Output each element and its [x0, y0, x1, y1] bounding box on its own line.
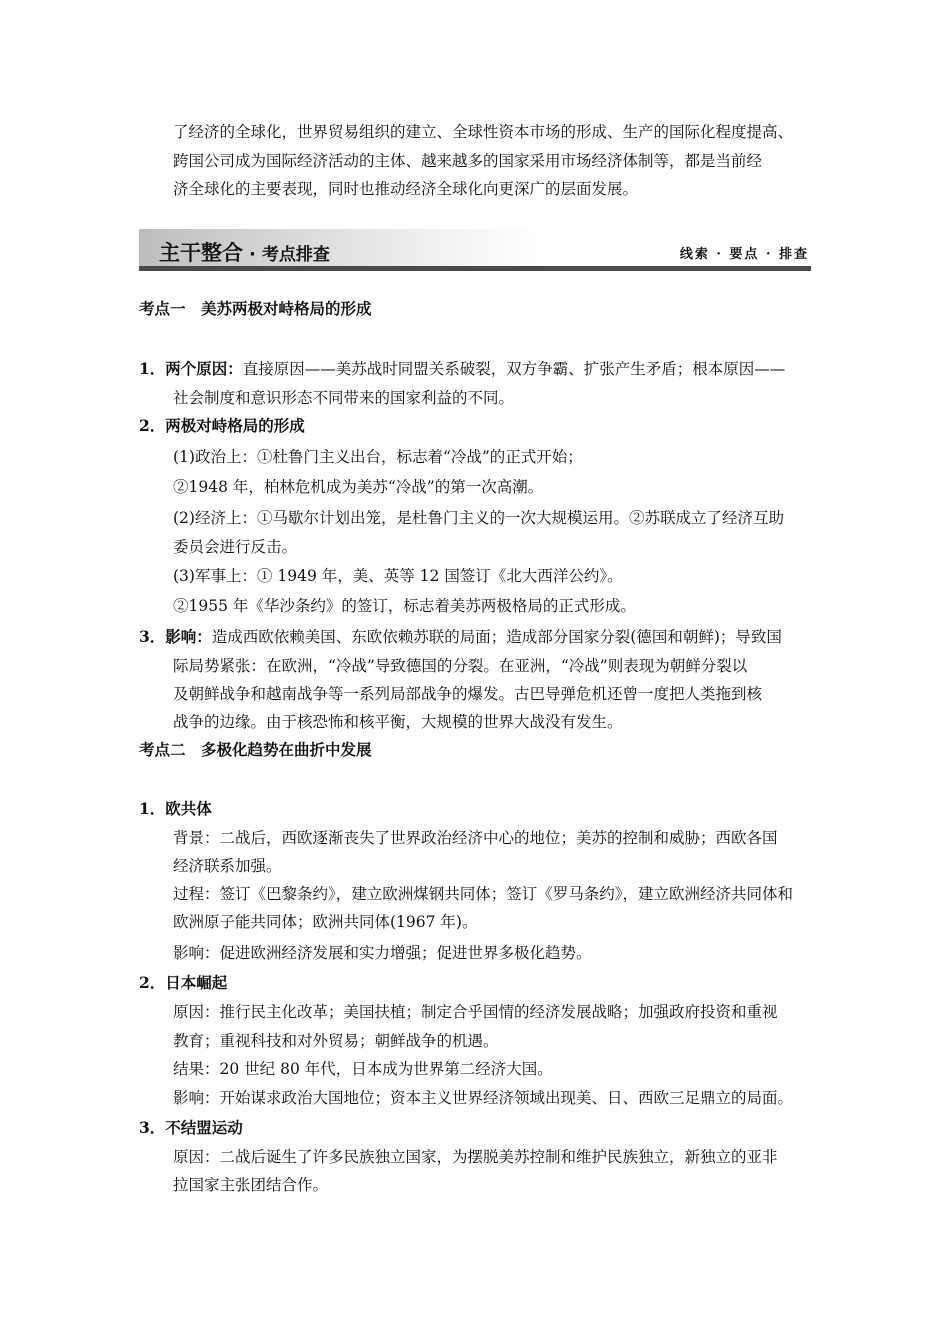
s2-item1-line5: 影响：促进欧洲经济发展和实力增强；促进世界多极化趋势。: [173, 944, 592, 962]
s1-item2-line3: (2)经济上：①马歇尔计划出笼，是杜鲁门主义的一次大规模运用。②苏联成立了经济互助: [173, 509, 784, 527]
banner-subtitle: 考点排查: [261, 245, 330, 265]
banner-title: [159, 237, 330, 267]
banner-main-title: 主干整合: [159, 241, 243, 265]
s1-item3-line3: 及朝鲜战争和越南战争等一系列局部战争的爆发。古巴导弹危机还曾一度把人类拖到核: [173, 685, 763, 703]
s1-item2-label: 2．两极对峙格局的形成: [139, 416, 305, 435]
intro-line-2: 跨国公司成为国际经济活动的主体、越来越多的国家采用市场经济体制等，都是当前经: [173, 152, 763, 170]
intro-line-1: 了经济的全球化，世界贸易组织的建立、全球性资本市场的形成、生产的国际化程度提高、: [173, 123, 794, 141]
s1-item3-label: 3．影响：: [139, 627, 212, 646]
banner-right-label: 线索 · 要点 · 排查: [679, 247, 809, 262]
s1-item2-line4: 委员会进行反击。: [173, 538, 298, 556]
section1-heading: 考点一 美苏两极对峙格局的形成: [139, 299, 372, 318]
section-banner: [139, 229, 811, 273]
s2-item3-line2: 拉国家主张团结合作。: [173, 1176, 329, 1194]
intro-line-3: 济全球化的主要表现，同时也推动经济全球化向更深广的层面发展。: [173, 180, 639, 198]
section2-heading: 考点二 多极化趋势在曲折中发展: [139, 740, 372, 759]
s1-item3: [139, 627, 782, 647]
s2-item2-line4: 影响：开始谋求政治大国地位；资本主义世界经济领域出现美、日、西欧三足鼎立的局面。: [173, 1089, 794, 1107]
s2-item3-label: 3．不结盟运动: [139, 1118, 243, 1137]
s2-item2-line2: 教育；重视科技和对外贸易；朝鲜战争的机遇。: [173, 1032, 499, 1050]
s1-item2-line5: (3)军事上：① 1949 年，美、英等 12 国签订《北大西洋公约》。: [173, 567, 623, 585]
s1-item1-label: 1．两个原因：: [139, 359, 243, 378]
banner-dot: ·: [249, 244, 256, 265]
s2-item1-line2: 经济联系加强。: [173, 857, 282, 875]
s1-item2-line2: ②1948 年，柏林危机成为美苏“冷战”的第一次高潮。: [173, 478, 544, 496]
s2-item1-label: 1．欧共体: [139, 799, 212, 818]
s2-item3-line1: 原因：二战后诞生了许多民族独立国家，为摆脱美苏控制和维护民族独立，新独立的亚非: [173, 1148, 778, 1166]
s1-item1: [139, 359, 785, 379]
s2-item2-line1: 原因：推行民主化改革；美国扶植；制定合乎国情的经济发展战略；加强政府投资和重视: [173, 1003, 778, 1021]
s1-item3-line4: 战争的边缘。由于核恐怖和核平衡，大规模的世界大战没有发生。: [173, 713, 623, 731]
s1-item2-line1: (1)政治上：①杜鲁门主义出台，标志着“冷战”的正式开始；: [173, 448, 583, 466]
s2-item1-line4: 欧洲原子能共同体；欧洲共同体(1967 年)。: [173, 913, 478, 931]
s2-item2-line3: 结果：20 世纪 80 年代，日本成为世界第二经济大国。: [173, 1060, 553, 1078]
s2-item1-line1: 背景：二战后，西欧逐渐丧失了世界政治经济中心的地位；美苏的控制和威胁；西欧各国: [173, 829, 778, 847]
s1-item1-text: 直接原因——美苏战时同盟关系破裂，双方争霸、扩张产生矛盾；根本原因——: [242, 360, 786, 378]
s1-item2-line6: ②1955 年《华沙条约》的签订，标志着美苏两极格局的正式形成。: [173, 597, 636, 615]
s2-item2-label: 2．日本崛起: [139, 973, 228, 992]
s1-item1-line2: 社会制度和意识形态不同带来的国家利益的不同。: [173, 389, 515, 407]
s2-item1-line3: 过程：签订《巴黎条约》，建立欧洲煤钢共同体；签订《罗马条约》，建立欧洲经济共同体和: [173, 885, 794, 903]
s1-item3-line2: 际局势紧张：在欧洲，“冷战”导致德国的分裂。在亚洲，“冷战”则表现为朝鲜分裂以: [173, 657, 748, 675]
s1-item3-text: 造成西欧依赖美国、东欧依赖苏联的局面；造成部分国家分裂(德国和朝鲜)；导致国: [211, 628, 782, 646]
